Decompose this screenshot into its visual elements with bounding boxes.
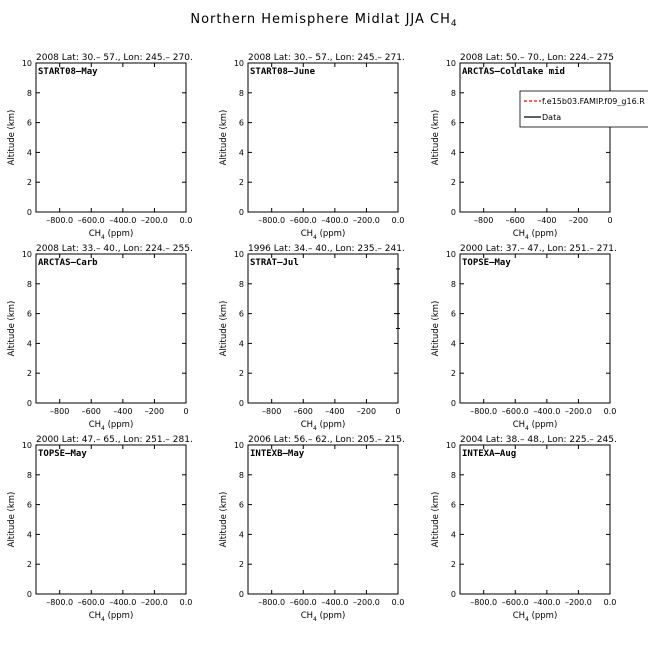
y-tick-label: 0 bbox=[238, 399, 244, 408]
panel-header: 2006 Lat: 56.– 62., Lon: 205.– 215. bbox=[248, 435, 405, 445]
y-tick-label: 8 bbox=[26, 88, 32, 98]
y-tick-label: 4 bbox=[26, 339, 32, 349]
x-axis-label: $CH_4$ (ppm) bbox=[88, 229, 134, 241]
x-tick-label: –200.0 bbox=[140, 598, 168, 607]
x-tick-label: –800.0 bbox=[46, 216, 74, 225]
y-tick-label: 6 bbox=[26, 309, 32, 319]
x-tick-label: –800 bbox=[474, 216, 494, 225]
x-tick-label: –800.0 bbox=[258, 216, 286, 225]
x-tick-label: –400.0 bbox=[321, 216, 349, 225]
panel-name: INTEXA–Aug bbox=[462, 449, 517, 459]
panel-9 bbox=[431, 435, 617, 623]
y-tick-label: 4 bbox=[238, 339, 244, 349]
panel-name: START08–May bbox=[38, 67, 98, 77]
x-tick-label: –600.0 bbox=[289, 216, 317, 225]
y-axis-label: Altitude (km) bbox=[219, 300, 229, 357]
x-tick-label: 0.0 bbox=[179, 216, 193, 225]
y-tick-label: 2 bbox=[26, 560, 32, 570]
y-axis-label: Altitude (km) bbox=[431, 300, 441, 357]
y-axis-label: Altitude (km) bbox=[431, 109, 441, 166]
y-tick-label: 10 bbox=[445, 250, 456, 259]
y-tick-label: 2 bbox=[238, 178, 244, 188]
panel-name: ARCTAS–Coldlake mid bbox=[462, 67, 565, 77]
y-tick-label: 0 bbox=[26, 399, 32, 408]
y-tick-label: 0 bbox=[450, 590, 456, 599]
plot-frame bbox=[460, 445, 610, 594]
x-tick-label: –400.0 bbox=[533, 407, 561, 416]
panel-header: 2000 Lat: 37.– 47., Lon: 251.– 271. bbox=[460, 244, 617, 254]
x-tick-label: –400 bbox=[113, 407, 133, 416]
plot-frame bbox=[460, 254, 610, 403]
x-tick-label: 0.0 bbox=[391, 216, 405, 225]
panel-name: TOPSE–May bbox=[38, 449, 87, 459]
panel-1 bbox=[7, 53, 193, 241]
y-tick-label: 0 bbox=[238, 208, 244, 217]
panel-3 bbox=[431, 53, 648, 241]
y-tick-label: 8 bbox=[26, 470, 32, 480]
x-tick-label: –600 bbox=[81, 407, 101, 416]
panel-header: 2008 Lat: 30.– 57., Lon: 245.– 270. bbox=[36, 53, 193, 63]
panel-6 bbox=[431, 244, 617, 432]
y-axis-label: Altitude (km) bbox=[431, 491, 441, 548]
figure-title: Northern Hemisphere Midlat JJA $CH_4$ bbox=[190, 12, 458, 29]
x-tick-label: –800.0 bbox=[470, 598, 498, 607]
x-tick-label: –200.0 bbox=[564, 407, 592, 416]
y-tick-label: 4 bbox=[450, 148, 456, 158]
y-tick-label: 4 bbox=[238, 148, 244, 158]
panel-header: 2008 Lat: 33.– 40., Lon: 224.– 255. bbox=[36, 244, 193, 254]
panel-header: 2008 Lat: 50.– 70., Lon: 224.– 275 bbox=[460, 53, 614, 63]
y-tick-label: 4 bbox=[450, 530, 456, 540]
x-tick-label: 0.0 bbox=[391, 598, 405, 607]
y-tick-label: 10 bbox=[233, 59, 244, 68]
y-tick-label: 4 bbox=[26, 148, 32, 158]
legend-label-1: f.e15b03.FAMIP.f09_g16.R bbox=[542, 97, 645, 106]
legend bbox=[520, 91, 648, 127]
x-tick-label: –600.0 bbox=[501, 598, 529, 607]
plot-frame bbox=[36, 445, 186, 594]
x-axis-label: $CH_4$ (ppm) bbox=[512, 611, 558, 623]
y-tick-label: 0 bbox=[26, 208, 32, 217]
panel-header: 1996 Lat: 34.– 40., Lon: 235.– 241. bbox=[248, 244, 405, 254]
y-tick-label: 0 bbox=[450, 208, 456, 217]
y-axis-label: Altitude (km) bbox=[7, 109, 17, 166]
x-tick-label: –800.0 bbox=[46, 598, 74, 607]
y-axis-label: Altitude (km) bbox=[7, 491, 17, 548]
panel-name: TOPSE–May bbox=[462, 258, 511, 268]
x-tick-label: –200 bbox=[144, 407, 165, 416]
y-tick-label: 0 bbox=[238, 590, 244, 599]
y-tick-label: 6 bbox=[450, 500, 456, 510]
y-tick-label: 2 bbox=[450, 178, 456, 188]
x-tick-label: –400 bbox=[325, 407, 345, 416]
y-tick-label: 6 bbox=[450, 118, 456, 128]
y-tick-label: 8 bbox=[450, 470, 456, 480]
x-tick-label: –800 bbox=[262, 407, 282, 416]
x-tick-label: –800 bbox=[50, 407, 70, 416]
legend-label-2: Data bbox=[542, 113, 562, 122]
panel-name: INTEXB–May bbox=[250, 449, 305, 459]
y-tick-label: 10 bbox=[21, 441, 32, 450]
panel-8 bbox=[219, 435, 405, 623]
y-tick-label: 6 bbox=[26, 118, 32, 128]
x-tick-label: –600 bbox=[505, 216, 525, 225]
plot-frame bbox=[36, 254, 186, 403]
panel-header: 2008 Lat: 30.– 57., Lon: 245.– 271. bbox=[248, 53, 405, 63]
x-tick-label: –400.0 bbox=[109, 598, 137, 607]
y-tick-label: 8 bbox=[238, 470, 244, 480]
plot-frame bbox=[248, 254, 398, 403]
y-tick-label: 8 bbox=[450, 88, 456, 98]
y-tick-label: 10 bbox=[445, 441, 456, 450]
x-tick-label: 0.0 bbox=[603, 598, 617, 607]
y-tick-label: 10 bbox=[233, 441, 244, 450]
y-tick-label: 2 bbox=[238, 560, 244, 570]
y-tick-label: 2 bbox=[450, 560, 456, 570]
x-tick-label: –600 bbox=[293, 407, 313, 416]
y-tick-label: 6 bbox=[238, 500, 244, 510]
x-tick-label: –800.0 bbox=[258, 598, 286, 607]
x-tick-label: –600.0 bbox=[501, 407, 529, 416]
plot-frame bbox=[36, 63, 186, 212]
x-axis-label: $CH_4$ (ppm) bbox=[300, 611, 346, 623]
x-tick-label: –600.0 bbox=[289, 598, 317, 607]
y-axis-label: Altitude (km) bbox=[219, 491, 229, 548]
panel-header: 2004 Lat: 38.– 48., Lon: 225.– 245. bbox=[460, 435, 617, 445]
panel-name: ARCTAS–Carb bbox=[38, 258, 98, 268]
y-tick-label: 10 bbox=[233, 250, 244, 259]
panel-7 bbox=[7, 435, 193, 623]
x-tick-label: –200.0 bbox=[140, 216, 168, 225]
x-tick-label: 0.0 bbox=[179, 598, 193, 607]
y-tick-label: 6 bbox=[238, 118, 244, 128]
y-axis-label: Altitude (km) bbox=[7, 300, 17, 357]
x-tick-label: –200.0 bbox=[564, 598, 592, 607]
panel-name: STRAT–Jul bbox=[250, 258, 299, 268]
x-axis-label: $CH_4$ (ppm) bbox=[512, 229, 558, 241]
y-tick-label: 2 bbox=[238, 369, 244, 379]
x-tick-label: –200 bbox=[356, 407, 377, 416]
y-tick-label: 6 bbox=[450, 309, 456, 319]
plot-frame bbox=[248, 445, 398, 594]
y-tick-label: 4 bbox=[238, 530, 244, 540]
y-tick-label: 2 bbox=[26, 369, 32, 379]
x-tick-label: –600.0 bbox=[77, 598, 105, 607]
x-tick-label: –200.0 bbox=[352, 598, 380, 607]
x-axis-label: $CH_4$ (ppm) bbox=[512, 420, 558, 432]
panel-2 bbox=[219, 53, 405, 241]
panel-5 bbox=[219, 244, 405, 432]
y-tick-label: 0 bbox=[26, 590, 32, 599]
y-tick-label: 6 bbox=[238, 309, 244, 319]
x-tick-label: –400 bbox=[537, 216, 557, 225]
x-axis-label: $CH_4$ (ppm) bbox=[88, 420, 134, 432]
x-tick-label: –400.0 bbox=[109, 216, 137, 225]
y-tick-label: 2 bbox=[26, 178, 32, 188]
x-axis-label: $CH_4$ (ppm) bbox=[300, 420, 346, 432]
y-axis-label: Altitude (km) bbox=[219, 109, 229, 166]
y-tick-label: 8 bbox=[238, 279, 244, 289]
y-tick-label: 0 bbox=[450, 399, 456, 408]
plot-frame bbox=[460, 63, 610, 212]
y-tick-label: 8 bbox=[238, 88, 244, 98]
x-tick-label: –200.0 bbox=[352, 216, 380, 225]
y-tick-label: 4 bbox=[450, 339, 456, 349]
plot-frame bbox=[248, 63, 398, 212]
x-tick-label: –400.0 bbox=[533, 598, 561, 607]
x-tick-label: 0 bbox=[183, 407, 189, 416]
y-tick-label: 6 bbox=[26, 500, 32, 510]
y-tick-label: 4 bbox=[26, 530, 32, 540]
x-tick-label: –800.0 bbox=[470, 407, 498, 416]
panel-4 bbox=[7, 244, 193, 432]
x-tick-label: 0 bbox=[607, 216, 613, 225]
y-tick-label: 8 bbox=[26, 279, 32, 289]
panel-name: START08–June bbox=[250, 67, 316, 77]
x-tick-label: –600.0 bbox=[77, 216, 105, 225]
x-tick-label: 0 bbox=[395, 407, 401, 416]
y-tick-label: 10 bbox=[445, 59, 456, 68]
x-tick-label: –200 bbox=[568, 216, 589, 225]
x-tick-label: –400.0 bbox=[321, 598, 349, 607]
y-tick-label: 10 bbox=[21, 59, 32, 68]
x-tick-label: 0.0 bbox=[603, 407, 617, 416]
y-tick-label: 2 bbox=[450, 369, 456, 379]
x-axis-label: $CH_4$ (ppm) bbox=[300, 229, 346, 241]
y-tick-label: 8 bbox=[450, 279, 456, 289]
y-tick-label: 10 bbox=[21, 250, 32, 259]
x-axis-label: $CH_4$ (ppm) bbox=[88, 611, 134, 623]
panel-header: 2000 Lat: 47.– 65., Lon: 251.– 281. bbox=[36, 435, 193, 445]
